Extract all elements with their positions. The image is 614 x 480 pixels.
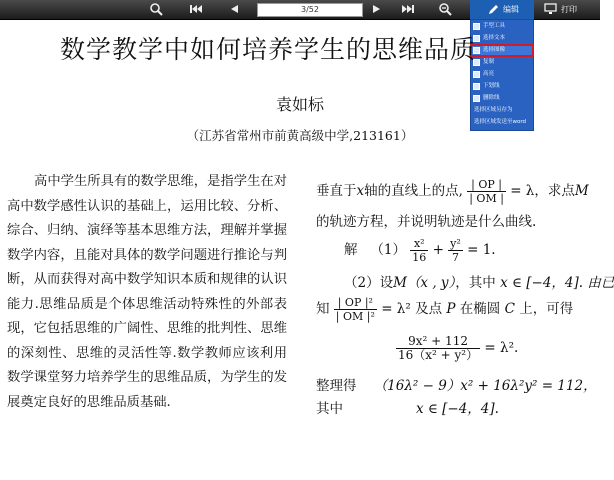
article-title: 数学教学中如何培养学生的思维品质 <box>60 35 477 64</box>
menu-item-select-image[interactable]: 选择图像 <box>471 45 533 56</box>
menu-item-strikethrough[interactable]: 删除线 <box>471 93 533 104</box>
edit-label: 编辑 <box>503 5 519 14</box>
menu-item-copy[interactable]: 复制 <box>471 57 533 68</box>
reader-toolbar <box>0 0 600 20</box>
edit-dropdown-menu <box>470 19 534 131</box>
menu-item-highlight[interactable]: 高亮 <box>471 69 533 80</box>
simplified-equation: 整理得 （16λ² − 9）x² + 16λ²y² = 112， <box>316 378 597 394</box>
edit-button[interactable] <box>470 0 534 19</box>
author-affiliation: （江苏省常州市前黄高级中学,213161） <box>186 128 414 143</box>
next-page-icon[interactable] <box>370 2 384 17</box>
menu-item-select-text[interactable]: 选择文本 <box>471 33 533 44</box>
problem-line-2: 的轨迹方程，并说明轨迹是什么曲线. <box>316 214 537 230</box>
first-page-icon[interactable] <box>188 2 206 17</box>
problem-line-1: 垂直于x轴的直线上的点, $\frac{| OP |}{| OM |}$ = λ，求点M <box>316 178 589 205</box>
pencil-icon <box>488 4 499 15</box>
previous-page-icon[interactable] <box>228 2 242 17</box>
ratio-fraction: $\frac{| OP |}{| OM |}$ <box>469 178 504 205</box>
menu-item-save-region-as[interactable]: 选择区域另存为 <box>474 107 513 113</box>
intro-paragraph: 高中学生所具有的数学思维，是指学生在对高中数学感性认识的基础上，运用比较、分析、综合、归纳、演绎等基本思维方法，理解并掌握数学内容，且能对具体的数学问题进行推论与判断，从而获得对高中数学知识本质和规律的认识能力.思维品质是个体思维活动特殊性的外部表现，它包括思维的广阔性、思维的批判性、思维的深刻性、思维的灵活性等.数学教师应该利用数学课堂努力培养学生的思维品质，为学生的发展奠定良好的思维品质基础. <box>7 174 287 410</box>
zoom-in-icon[interactable] <box>149 2 165 17</box>
print-label: 打印 <box>561 5 577 14</box>
menu-item-hand-tool[interactable]: 手型工具 <box>471 21 533 32</box>
hand-tool-icon <box>473 23 480 30</box>
solution-part-2-line-2: 知 $\frac{\text{| OP |²}}{\text{| OM |²}}$ = λ² 及点 P 在椭圆 C 上，可得 <box>316 296 574 323</box>
highlight-icon <box>473 71 480 78</box>
page-number-field[interactable]: 3/52 <box>257 3 363 17</box>
last-page-icon[interactable] <box>400 2 418 17</box>
equation-lambda: $\frac{\text{9x² + 112}}{\text{16（x² + y²）}}$ = λ². <box>398 334 519 362</box>
solution-part-2-line-1: （2）设M（x , y），其中 x ∈ [−4，4]. 由已 <box>344 275 614 291</box>
underline-icon <box>473 83 480 90</box>
zoom-out-icon[interactable] <box>438 2 454 17</box>
print-button[interactable] <box>544 2 600 17</box>
solution-part-1: 解 （1） $\frac{\text{x²}}{16}$ + $\frac{\text{y²}}{7}$ = 1. <box>344 237 496 264</box>
monitor-icon <box>544 3 557 15</box>
menu-item-send-region-to-word[interactable]: 选择区域发送至word <box>474 119 527 125</box>
menu-item-underline[interactable]: 下划线 <box>471 81 533 92</box>
article-author: 袁如标 <box>276 95 325 114</box>
strikethrough-icon <box>473 95 480 102</box>
domain-condition: 其中 x ∈ [−4，4]. <box>316 401 499 417</box>
